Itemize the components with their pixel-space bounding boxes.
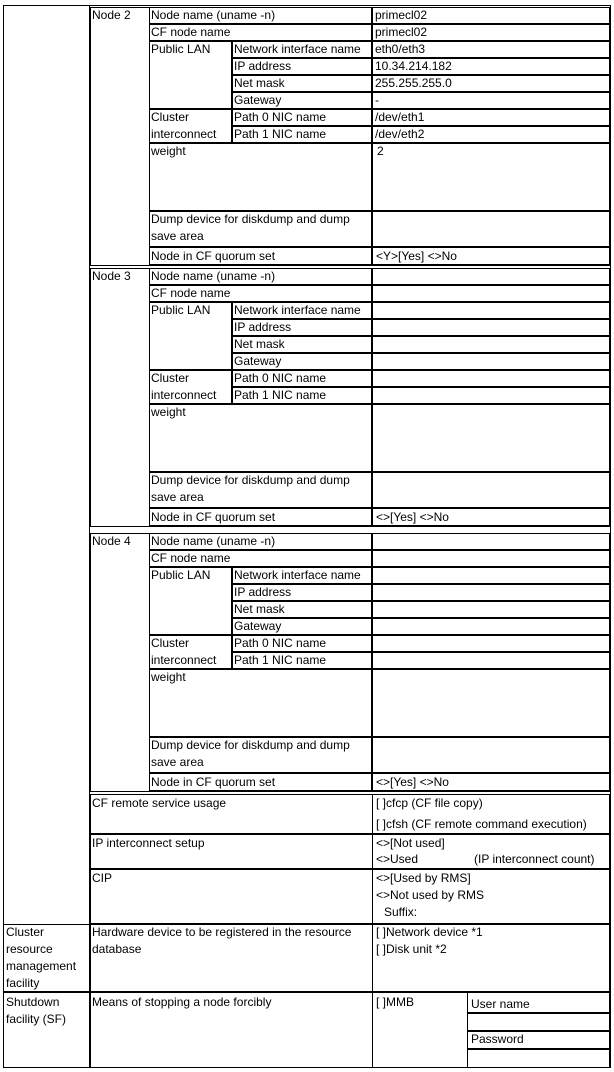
- cip-suffix-label: Suffix:: [384, 905, 418, 919]
- cip-label-cell: [90, 869, 373, 924]
- dump-value-cell: [372, 211, 610, 247]
- path0-label: Path 0 NIC name: [234, 636, 327, 650]
- row-cf_name-value-cell: [372, 550, 610, 567]
- cfsh-option: [ ]cfsh (CF remote command execution): [376, 817, 587, 831]
- gw-label: Gateway: [234, 354, 282, 368]
- row-gw-value-cell: [372, 618, 610, 635]
- mask-label: Net mask: [234, 337, 285, 351]
- dump-label: Dump device for diskdump and dump save area: [151, 212, 350, 243]
- cluster-interconnect-label: Cluster interconnect: [151, 371, 217, 402]
- dump-label: Dump device for diskdump and dump save area: [151, 738, 350, 769]
- cip-not-used-option: <>Not used by RMS: [376, 888, 485, 902]
- node-name-value: primecl02: [375, 8, 428, 22]
- path0-label: Path 0 NIC name: [234, 110, 327, 124]
- mask-label: Net mask: [234, 76, 285, 90]
- row-ip-value-cell: [372, 584, 610, 601]
- weight-label: weight: [151, 405, 186, 419]
- quorum-label: Node in CF quorum set: [151, 775, 276, 789]
- cf-name-value: primecl02: [375, 25, 428, 39]
- crm-label: Hardware device to be registered in the resource database: [92, 925, 352, 956]
- cf-remote-label: CF remote service usage: [92, 796, 227, 810]
- cip-used-option: <>[Used by RMS]: [376, 871, 471, 885]
- quorum-label: Node in CF quorum set: [151, 249, 276, 263]
- user-name-label: User name: [471, 997, 530, 1011]
- row-mask-value-cell: [372, 601, 610, 618]
- node-name-label: Node name (uname -n): [151, 269, 276, 283]
- node-name-label: Node name (uname -n): [151, 534, 276, 548]
- path0-label: Path 0 NIC name: [234, 371, 327, 385]
- password-label: Password: [471, 1032, 524, 1046]
- path1-label: Path 1 NIC name: [234, 388, 327, 402]
- quorum-value: <>[Yes] <>No: [376, 775, 449, 789]
- row-node_name-value-cell: [372, 533, 610, 550]
- user-name-entry-cell: [467, 1013, 610, 1031]
- disk-unit-option: [ ]Disk unit *2: [376, 942, 447, 956]
- nic-label: Network interface name: [234, 42, 361, 56]
- public-lan-label: Public LAN: [151, 42, 211, 56]
- node-label: Node 2: [92, 8, 131, 22]
- quorum-value: <Y>[Yes] <>No: [376, 249, 457, 263]
- ip-not-used-option: <>[Not used]: [376, 836, 445, 850]
- nic-value: eth0/eth3: [375, 42, 426, 56]
- ip-interconnect-count-note: (IP interconnect count): [474, 852, 595, 866]
- row-ip-value-cell: [372, 319, 610, 336]
- ip-label: IP address: [234, 59, 292, 73]
- ip-used-option: <>Used: [376, 852, 419, 866]
- ip-interconnect-label: IP interconnect setup: [92, 836, 205, 850]
- row-mask-value-cell: [372, 336, 610, 353]
- gw-value: -: [375, 93, 379, 107]
- row-nic-value-cell: [372, 567, 610, 584]
- row-path0-value-cell: [372, 635, 610, 652]
- gw-label: Gateway: [234, 93, 282, 107]
- sf-label: Means of stopping a node forcibly: [92, 995, 272, 1009]
- nic-label: Network interface name: [234, 303, 361, 317]
- cluster-interconnect-label: Cluster interconnect: [151, 636, 217, 667]
- public-lan-label: Public LAN: [151, 303, 211, 317]
- weight-value-cell: [372, 404, 610, 472]
- network-device-option: [ ]Network device *1: [376, 925, 483, 939]
- public-lan-label: Public LAN: [151, 568, 211, 582]
- node-label: Node 3: [92, 269, 131, 283]
- ip-label: IP address: [234, 320, 292, 334]
- quorum-label: Node in CF quorum set: [151, 510, 276, 524]
- ip-label: IP address: [234, 585, 292, 599]
- dump-value-cell: [372, 472, 610, 508]
- row-nic-value-cell: [372, 302, 610, 319]
- mask-label: Net mask: [234, 602, 285, 616]
- gw-label: Gateway: [234, 619, 282, 633]
- path1-label: Path 1 NIC name: [234, 127, 327, 141]
- ip-value: 10.34.214.182: [375, 59, 452, 73]
- node-name-label: Node name (uname -n): [151, 8, 276, 22]
- row-node_name-value-cell: [372, 268, 610, 285]
- row-path1-value-cell: [372, 387, 610, 404]
- weight-label: weight: [151, 144, 186, 158]
- path1-value: /dev/eth2: [375, 127, 425, 141]
- dump-label: Dump device for diskdump and dump save area: [151, 473, 350, 504]
- sf-section-label: Shutdown facility (SF): [6, 995, 66, 1026]
- mmb-option: [ ]MMB: [376, 995, 414, 1009]
- quorum-value: <>[Yes] <>No: [376, 510, 449, 524]
- cip-label: CIP: [92, 871, 113, 885]
- row-path1-value-cell: [372, 652, 610, 669]
- cfcp-option: [ ]cfcp (CF file copy): [376, 796, 483, 810]
- mask-value: 255.255.255.0: [375, 76, 452, 90]
- path0-value: /dev/eth1: [375, 110, 425, 124]
- row-path0-value-cell: [372, 370, 610, 387]
- cf-name-label: CF node name: [151, 551, 231, 565]
- weight-value-cell: [372, 669, 610, 737]
- dump-value-cell: [372, 737, 610, 773]
- crm-section-label: Cluster resource management facility: [6, 925, 77, 990]
- row-gw-value-cell: [372, 92, 610, 109]
- nic-label: Network interface name: [234, 568, 361, 582]
- cluster-section-column: [3, 5, 90, 925]
- path1-label: Path 1 NIC name: [234, 653, 327, 667]
- node-label: Node 4: [92, 534, 131, 548]
- row-gw-value-cell: [372, 353, 610, 370]
- password-entry-cell: [467, 1049, 610, 1068]
- weight-label: weight: [151, 670, 186, 684]
- row-cf_name-value-cell: [372, 285, 610, 302]
- cf-name-label: CF node name: [151, 286, 231, 300]
- weight-value-cell: [372, 143, 610, 211]
- cluster-interconnect-label: Cluster interconnect: [151, 110, 217, 141]
- weight-value: 2: [377, 144, 384, 158]
- cf-name-label: CF node name: [151, 25, 231, 39]
